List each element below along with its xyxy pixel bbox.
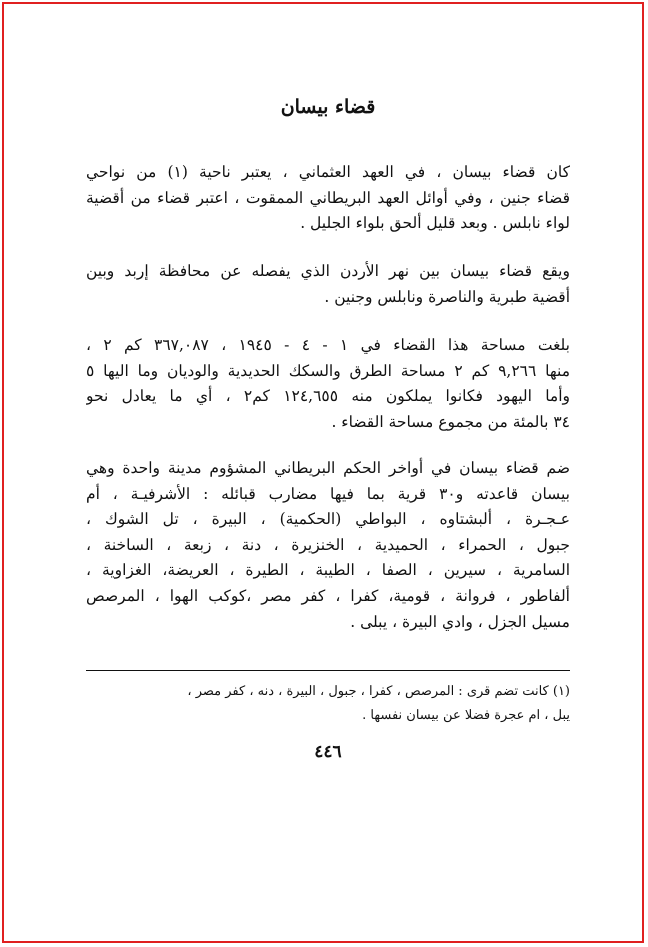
paragraph-2 — [86, 259, 570, 310]
text-line: ألفاطور ، فروانة ، قومية، كفرا ، كفر مصر ،كوكب الهوا ، المرصص — [86, 586, 570, 605]
paragraph-4 — [86, 456, 570, 635]
text-line: جبول ، الحمراء ، الحميدية ، الخنزيرة ، دنة ، زبعة ، الساخنة ، — [86, 535, 570, 554]
footnote-divider — [86, 670, 570, 671]
text-line: السامرية ، سيرين ، الصفا ، الطيبة ، الطيرة ، العريضة، الغزاوية ، — [86, 561, 570, 580]
text-line: ويقع قضاء بيسان بين نهر الأردن الذي يفصله عن محافظة إربد وبين — [86, 262, 570, 280]
text-line: وأما اليهود فكانوا يملكون منه ١٢٤,٦٥٥ كم٢ ، أي ما يعادل نحو — [86, 387, 570, 406]
text-line: بلغت مساحة هذا القضاء في ١ - ٤ - ١٩٤٥ ، ٣٦٧,٠٨٧ كم ٢ ، — [86, 336, 570, 354]
footnote-line: يبل ، ام عجرة فضلا عن بيسان نفسها . — [362, 708, 570, 723]
text-line: بيسان قاعدته و٣٠ قرية بما فيها مضارب قبائله : الأشرفيـة ، أم — [86, 484, 570, 503]
text-line: لواء نابلس . وبعد قليل ألحق بلواء الجليل . — [300, 214, 570, 233]
text-line: عـجـرة ، ألبشتاوه ، البواطي (الحكمية) ، البيرة ، تل الشوك ، — [86, 510, 570, 529]
paragraph-3 — [86, 333, 570, 435]
text-line: كان قضاء بيسان ، في العهد العثماني ، يعتبر ناحية (١) من نواحي — [86, 163, 570, 181]
page-number: ٤٤٦ — [314, 742, 342, 762]
footnote-line: (١) كانت تضم قرى : المرصص ، كفرا ، جبول ، البيرة ، دنه ، كفر مصر ، — [187, 684, 570, 699]
text-line: أقضية طبرية والناصرة ونابلس وجنين . — [324, 287, 570, 306]
text-line: ٣٤ بالمئة من مجموع مساحة القضاء . — [331, 412, 570, 431]
page-heading: قضاء بيسان — [280, 96, 376, 118]
footnote — [86, 680, 570, 728]
text-line: منها ٩,٢٦٦ كم ٢ مساحة الطرق والسكك الحديدية والوديان وما اليها ٥ — [86, 361, 570, 380]
paragraph-1 — [86, 160, 570, 237]
text-line: قضاء جنين ، وفي أوائل العهد البريطاني الممقوت ، اعتبر قضاء من أقضية — [86, 188, 570, 207]
text-line: ضم قضاء بيسان في أواخر الحكم البريطاني المشؤوم مدينة واحدة وهي — [86, 459, 570, 477]
text-line: مسيل الجزل ، وادي البيرة ، يبلى . — [350, 612, 570, 631]
